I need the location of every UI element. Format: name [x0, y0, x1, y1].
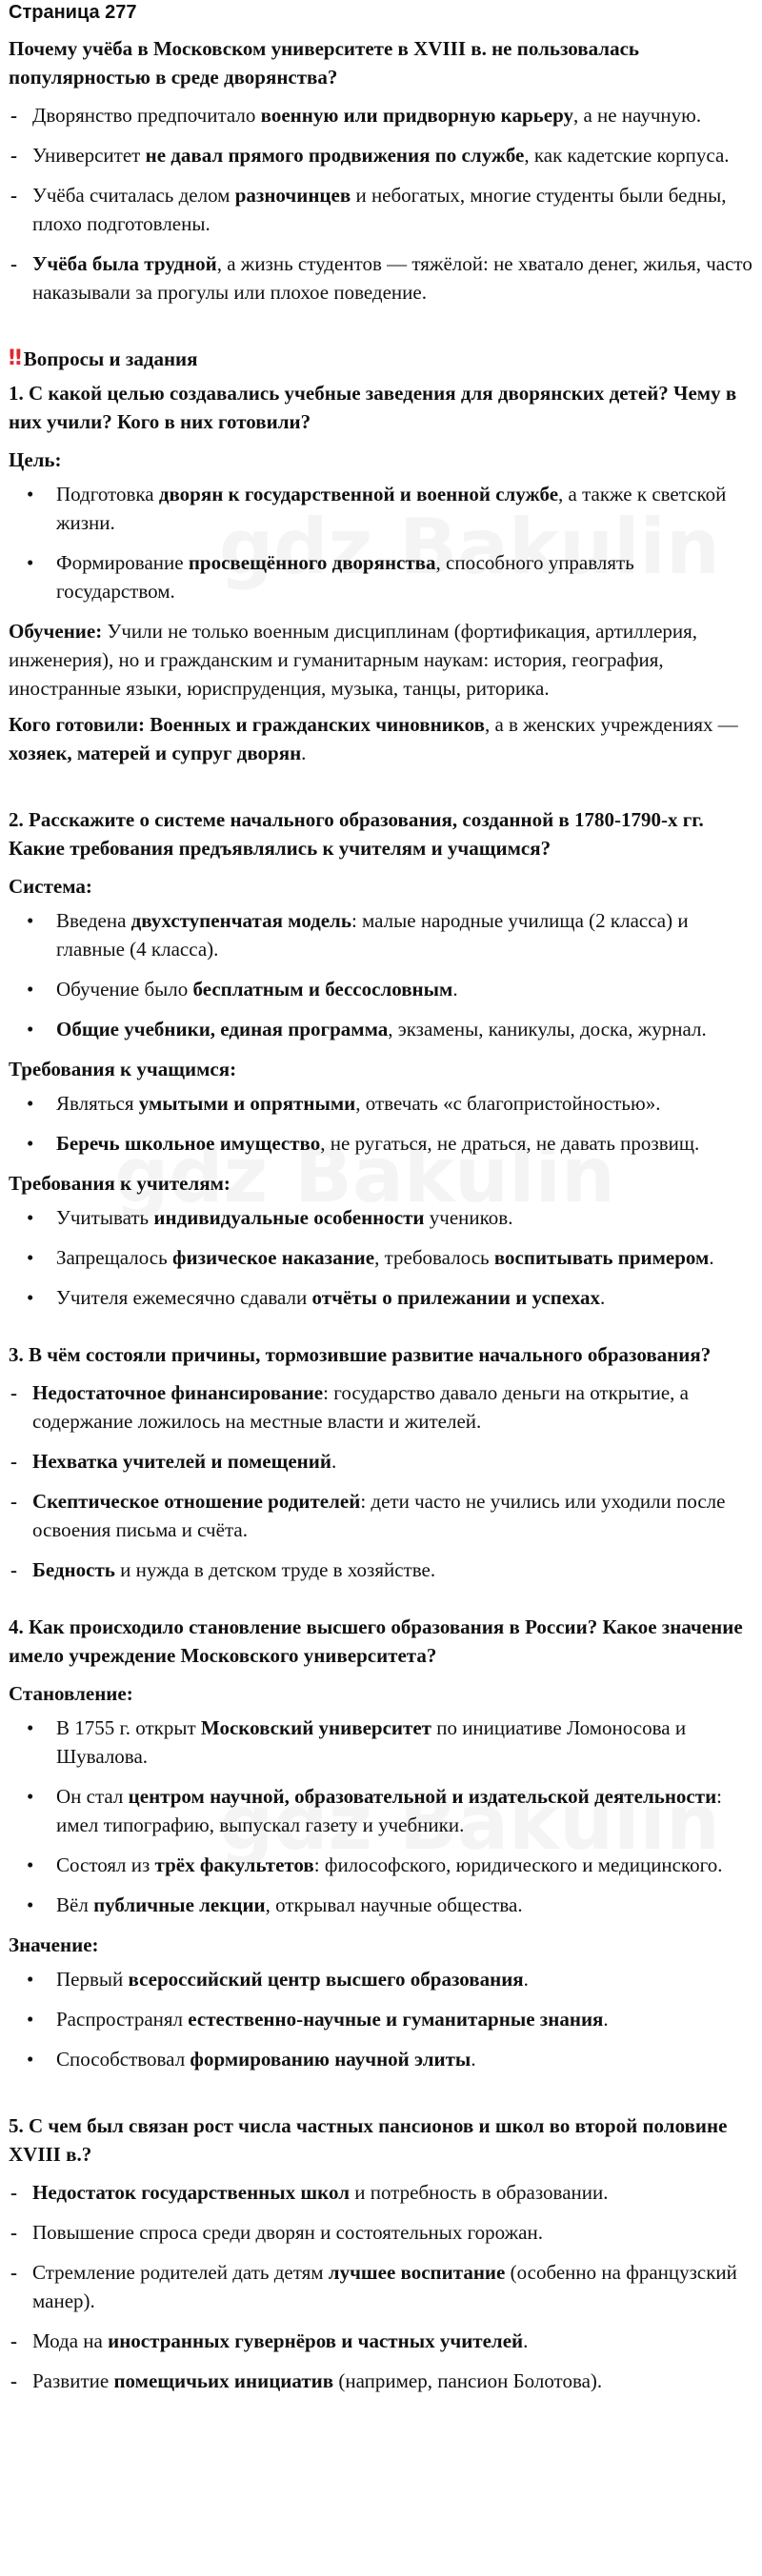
formation-label: Становление: [9, 1682, 133, 1705]
teachers-label: Требования к учителям: [9, 1172, 231, 1195]
list-item: • Он стал центром научной, образовательной и издательской деятельности: имел типографию, выпускал газету и учебники. [9, 1782, 754, 1839]
system-list [9, 906, 754, 1043]
question-3 [9, 1340, 754, 1584]
goal-label: Цель: [9, 448, 62, 471]
list-item: • В 1755 г. открыт Московский университет по инициативе Ломоносова и Шувалова. [9, 1714, 754, 1771]
list-item: - Повышение спроса среди дворян и состоятельных горожан. [9, 2218, 754, 2247]
list-item: • Вёл публичные лекции, открывал научные общества. [9, 1891, 754, 1919]
list-item: - Мода на иностранных гувернёров и частных учителей. [9, 2327, 754, 2355]
list-item: • Введена двухступенчатая модель: малые народные училища (2 класса) и главные (4 класса). [9, 906, 754, 963]
list-item: • Подготовка дворян к государственной и военной службе, а также к светской жизни. [9, 480, 754, 537]
list-item: - Дворянство предпочитало военную или придворную карьеру, а не научную. [9, 101, 754, 129]
meaning-label: Значение: [9, 1933, 99, 1956]
list-item: • Состоял из трёх факультетов: философского, юридического и медицинского. [9, 1851, 754, 1879]
question-title: 3. В чём состояли причины, тормозившие развитие начального образования? [9, 1343, 712, 1366]
intro-question: Почему учёба в Московском университете в XVIII в. не пользовалась популярностью в среде дворянства? [9, 37, 639, 89]
question-2 [9, 805, 754, 1312]
question-title: 2. Расскажите о системе начального образования, созданной в 1780-1790-х гг. Какие требования предъявлялись к учителям и учащимся? [9, 808, 704, 860]
list-item: • Способствовал формированию научной элиты. [9, 2045, 754, 2073]
list-item: • Первый всероссийский центр высшего образования. [9, 1965, 754, 1993]
teachers-list [9, 1203, 754, 1312]
list-item: • Беречь школьное имущество, не ругаться, не драться, не давать прозвищ. [9, 1129, 754, 1158]
double-exclamation-icon: ‼ [9, 347, 22, 370]
list-item: - Стремление родителей дать детям лучшее воспитание (особенно на французский манер). [9, 2258, 754, 2315]
list-item: - Нехватка учителей и помещений. [9, 1447, 754, 1476]
list-item: • Учителя ежемесячно сдавали отчёты о прилежании и успехах. [9, 1283, 754, 1312]
list-item: • Являться умытыми и опрятными, отвечать «с благопристойностью». [9, 1089, 754, 1118]
page-number: Страница 277 [9, 2, 137, 23]
who-paragraph: Кого готовили: Военных и гражданских чиновников, а в женских учреждениях — хозяек, матерей и супруг дворян. [9, 713, 738, 764]
goal-list [9, 480, 754, 605]
formation-list [9, 1714, 754, 1919]
question-title: 1. С какой целью создавались учебные заведения для дворянских детей? Чему в них учили? Кого в них готовили? [9, 382, 737, 433]
questions-heading-label: Вопросы и задания [23, 347, 198, 370]
question-5 [9, 2111, 754, 2395]
question-title: 4. Как происходило становление высшего образования в России? Какое значение имело учреждение Московского университета? [9, 1615, 743, 1667]
intro-section [9, 34, 754, 307]
list-item: • Общие учебники, единая программа, экзамены, каникулы, доска, журнал. [9, 1015, 754, 1043]
list-item: • Обучение было бесплатным и бессословным. [9, 975, 754, 1003]
list-item: • Запрещалось физическое наказание, требовалось воспитывать примером. [9, 1243, 754, 1272]
list-item: - Недостаток государственных школ и потребность в образовании. [9, 2178, 754, 2207]
list-item: - Скептическое отношение родителей: дети часто не учились или уходили после освоения письма и счёта. [9, 1487, 754, 1544]
list-item: • Формирование просвещённого дворянства, способного управлять государством. [9, 548, 754, 605]
question-4 [9, 1613, 754, 2073]
list-item: - Недостаточное финансирование: государство давало деньги на открытие, а содержание ложилось на местные власти и жителей. [9, 1378, 754, 1436]
question-title: 5. С чем был связан рост числа частных пансионов и школ во второй половине XVIII в.? [9, 2114, 728, 2166]
list-item: • Распространял естественно-научные и гуманитарные знания. [9, 2005, 754, 2033]
growth-list [9, 2178, 754, 2395]
list-item: - Развитие помещичьих инициатив (например, пансион Болотова). [9, 2367, 754, 2395]
list-item: - Университет не давал прямого продвижения по службе, как кадетские корпуса. [9, 141, 754, 169]
list-item: - Учёба была трудной, а жизнь студентов — тяжёлой: не хватало денег, жилья, часто наказывали за прогулы или плохое поведение. [9, 249, 754, 307]
meaning-list [9, 1965, 754, 2073]
system-label: Система: [9, 875, 92, 898]
reasons-list [9, 1378, 754, 1584]
list-item: • Учитывать индивидуальные особенности учеников. [9, 1203, 754, 1232]
question-1 [9, 379, 754, 767]
students-list [9, 1089, 754, 1158]
study-paragraph: Обучение: Учили не только военным дисциплинам (фортификация, артиллерия, инженерия), но и гражданским и гуманитарным наукам: история, география, иностранные языки, юриспруденция, музыка, танцы, риторика. [9, 620, 698, 700]
list-item: - Бедность и нужда в детском труде в хозяйстве. [9, 1556, 754, 1584]
students-label: Требования к учащимся: [9, 1058, 237, 1080]
questions-heading [9, 345, 754, 373]
intro-list [9, 101, 754, 307]
list-item: - Учёба считалась делом разночинцев и небогатых, многие студенты были бедны, плохо подготовлены. [9, 181, 754, 238]
